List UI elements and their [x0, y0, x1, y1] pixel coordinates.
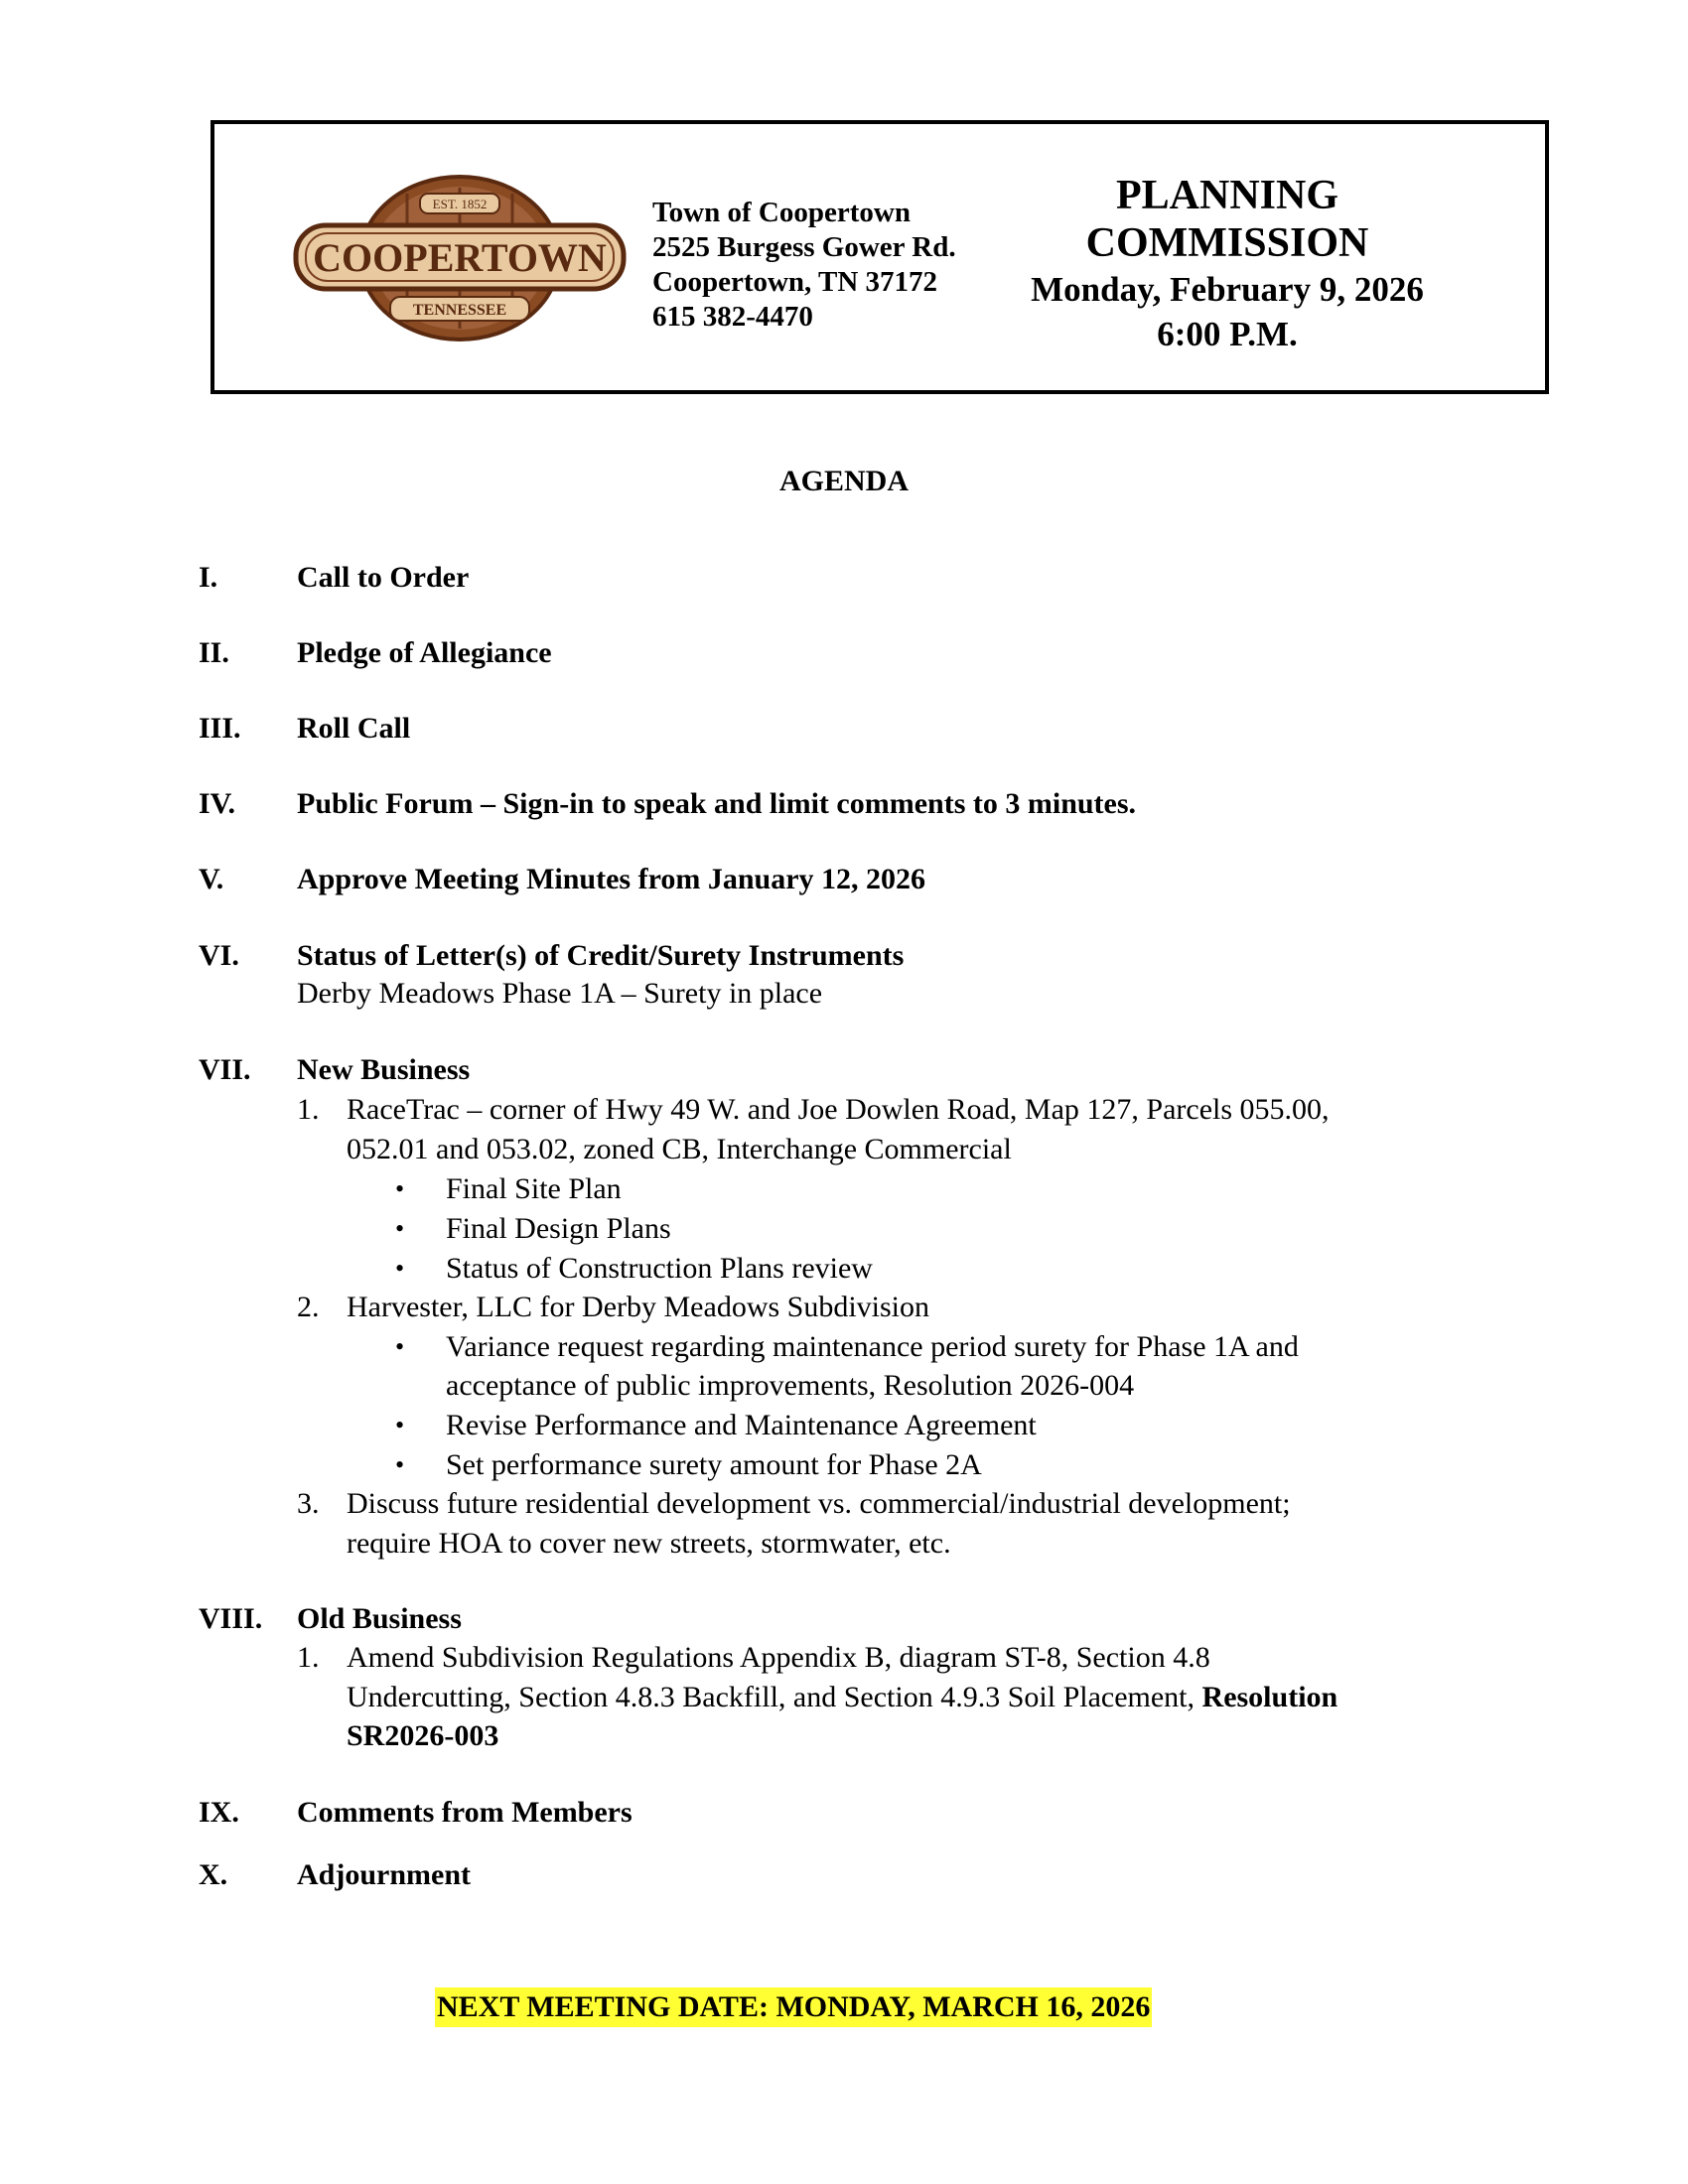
sub-item-number: 1. [297, 1641, 320, 1674]
item-number: IX. [199, 1796, 239, 1829]
logo-est: EST. 1852 [432, 197, 488, 211]
item-title: Adjournment [297, 1858, 472, 1891]
item-number: IV. [199, 787, 235, 820]
logo-text: COOPERTOWN [313, 235, 607, 280]
address-street: 2525 Burgess Gower Rd. [652, 231, 956, 263]
bullet-text: Revise Performance and Maintenance Agreement [446, 1409, 1037, 1441]
sub-item-text [347, 1678, 1337, 1717]
sub-item-text: require HOA to cover new streets, stormwater, etc. [347, 1527, 951, 1560]
item-number: VIII. [199, 1602, 263, 1635]
sub-item-text-plain: Undercutting, Section 4.8.3 Backfill, and Section 4.9.3 Soil Placement, [347, 1681, 1196, 1713]
agenda-title: AGENDA [778, 465, 909, 497]
sub-item-number: 2. [297, 1291, 320, 1323]
address-town: Town of Coopertown [652, 197, 911, 228]
meeting-time: 6:00 P.M. [1157, 315, 1298, 353]
item-title: Comments from Members [297, 1796, 633, 1829]
bullet-text: acceptance of public improvements, Resolution 2026-004 [446, 1369, 1135, 1402]
item-number: X. [199, 1858, 228, 1891]
bullet-icon: • [395, 1174, 405, 1203]
bullet-icon: • [395, 1332, 405, 1361]
meeting-info [999, 172, 1456, 356]
item-number: VI. [199, 939, 239, 972]
sub-item-text: RaceTrac – corner of Hwy 49 W. and Joe Dowlen Road, Map 127, Parcels 055.00, [347, 1093, 1330, 1126]
meeting-title-1: PLANNING [1115, 173, 1338, 218]
sub-item-number: 1. [297, 1093, 320, 1126]
item-number: I. [199, 561, 218, 594]
resolution-number: SR2026-003 [347, 1719, 499, 1752]
sub-item-text: 052.01 and 053.02, zoned CB, Interchange Commercial [347, 1133, 1012, 1165]
meeting-title-2: COMMISSION [1085, 220, 1369, 266]
bullet-icon: • [395, 1254, 405, 1283]
resolution-label: Resolution [1201, 1681, 1338, 1713]
header-box [211, 120, 1549, 394]
item-title: Pledge of Allegiance [297, 636, 552, 669]
item-title: Status of Letter(s) of Credit/Surety Instruments [297, 939, 905, 972]
item-title: Call to Order [297, 561, 470, 594]
next-meeting-date: NEXT MEETING DATE: MONDAY, MARCH 16, 2026 [435, 1987, 1152, 2027]
bullet-text: Final Design Plans [446, 1212, 671, 1245]
item-number: V. [199, 863, 224, 895]
item-title: Old Business [297, 1602, 462, 1635]
item-title: Roll Call [297, 712, 411, 745]
bullet-icon: • [395, 1450, 405, 1479]
logo-state: TENNESSEE [412, 302, 507, 319]
item-detail: Derby Meadows Phase 1A – Surety in place [297, 977, 823, 1010]
address-city: Coopertown, TN 37172 [652, 266, 938, 298]
item-title: New Business [297, 1053, 471, 1086]
item-title: Approve Meeting Minutes from January 12, 2026 [297, 863, 926, 895]
bullet-text: Status of Construction Plans review [446, 1252, 873, 1285]
address-phone: 615 382-4470 [652, 301, 813, 333]
sub-item-text: Harvester, LLC for Derby Meadows Subdivision [347, 1291, 930, 1323]
sub-item-text: Discuss future residential development vs. commercial/industrial development; [347, 1487, 1291, 1520]
coopertown-logo [288, 174, 632, 342]
bullet-text: Final Site Plan [446, 1172, 622, 1205]
item-number: III. [199, 712, 241, 745]
item-number: VII. [199, 1053, 251, 1086]
item-title: Public Forum – Sign-in to speak and limit comments to 3 minutes. [297, 787, 1137, 820]
bullet-icon: • [395, 1214, 405, 1243]
town-address [652, 196, 956, 335]
bullet-text: Variance request regarding maintenance period surety for Phase 1A and [446, 1330, 1299, 1363]
meeting-date: Monday, February 9, 2026 [1031, 270, 1424, 309]
sub-item-number: 3. [297, 1487, 320, 1520]
sub-item-text: Amend Subdivision Regulations Appendix B, diagram ST-8, Section 4.8 [347, 1641, 1210, 1674]
bullet-icon: • [395, 1411, 405, 1439]
bullet-text: Set performance surety amount for Phase 2A [446, 1448, 982, 1481]
item-number: II. [199, 636, 229, 669]
